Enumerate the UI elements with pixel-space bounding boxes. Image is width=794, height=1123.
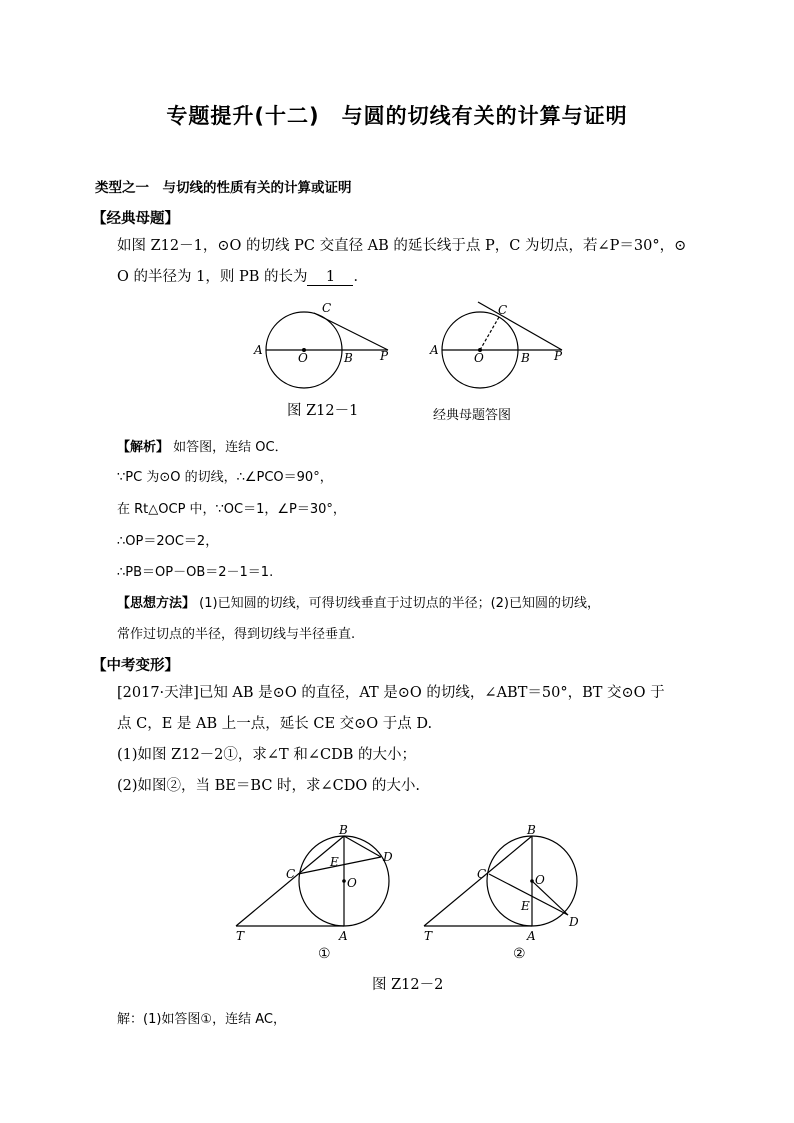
figure-caption-z12-2: 图 Z12－2 [372,977,444,993]
label-c-answer: C [498,303,508,317]
figure-2-1 [236,823,393,962]
label-a-1: A [339,929,348,943]
exam-header: 【中考变形】 [92,658,179,674]
answer-start: 解：(1)如答图①，连结 AC， [117,1012,286,1027]
solution-line1 [117,436,288,455]
label-o-answer: O [474,351,484,365]
figure-right [429,302,563,388]
solution-text: 如答图，连结 OC． [173,440,288,455]
radius-oc-dashed [480,317,499,350]
label-a: A [254,343,263,357]
label-a-answer: A [430,343,439,357]
method-line1 [117,592,600,611]
figure-caption-answer: 经典母题答图 [433,408,512,423]
label-t-1: T [236,929,245,943]
method-text: (1)已知圆的切线，可得切线垂直于过切点的半径；(2)已知圆的切线， [199,596,600,611]
exam-problem-line4: (2)如图②，当 BE＝BC 时，求∠CDO 的大小. [117,778,420,794]
label-b-answer: B [521,351,530,365]
line-cd-1 [298,857,381,874]
label-o-2: O [535,873,545,887]
section-heading: 类型之一 与切线的性质有关的计算或证明 [95,180,352,196]
solution-line5: ∴PB＝OP－OB＝2－1＝1. [117,565,274,580]
label-b-2: B [527,823,536,837]
classic-problem-end: ． [353,269,368,285]
label-o-1: O [347,876,357,890]
tangent-line-answer [478,302,562,350]
center-dot-2 [530,879,534,883]
label-c-2: C [477,867,487,881]
tangent-line [314,313,388,350]
exam-problem-line1: [2017·天津]已知 AB 是⊙O 的直径，AT 是⊙O 的切线，∠ABT＝50°，BT 交⊙O 于 [117,685,665,701]
label-e-1: E [330,855,339,869]
solution-line2: ∵PC 为⊙O 的切线，∴∠PCO＝90°， [117,470,333,485]
subfigure-label-2: ② [513,946,526,962]
label-t-2: T [424,929,433,943]
line-bt-1 [236,836,344,926]
solution-line4: ∴OP＝2OC＝2， [117,534,219,549]
line-bd-1 [344,836,381,857]
label-b: B [344,351,353,365]
label-b-1: B [339,823,348,837]
subfigure-label-1: ① [318,946,331,962]
label-o: O [298,351,308,365]
page-title: 专题提升(十二) 与圆的切线有关的计算与证明 [166,104,628,128]
center-dot-1 [342,879,346,883]
solution-line3: 在 Rt△OCP 中，∵OC＝1，∠P＝30°， [117,502,346,517]
figure-z12-2 [226,820,596,965]
line-bt-2 [424,836,532,926]
label-e-2: E [521,899,530,913]
answer-blank: 1 [307,269,353,286]
classic-problem-line2 [117,269,368,286]
exam-problem-line2: 点 C，E 是 AB 上一点，延长 CE 交⊙O 于点 D. [117,716,433,732]
figure-left [253,301,389,388]
label-d-1: D [383,850,393,864]
label-d-2: D [569,915,579,929]
method-line2: 常作过切点的半径，得到切线与半径垂直. [117,627,356,642]
figure-caption-z12-1: 图 Z12－1 [287,403,359,419]
label-a-2: A [527,929,536,943]
label-c-1: C [286,867,296,881]
label-c: C [322,301,332,315]
classic-problem-text: O 的半径为 1，则 PB 的长为 [117,269,308,285]
figure-z12-1 [240,296,580,396]
solution-label: 【解析】 [117,440,170,455]
label-p: P [380,349,389,363]
figure-2-2 [424,823,579,962]
method-label: 【思想方法】 [117,596,196,611]
classic-header: 【经典母题】 [92,211,179,227]
classic-problem-line1: 如图 Z12－1，⊙O 的切线 PC 交直径 AB 的延长线于点 P，C 为切点，若∠P＝30°，⊙ [117,238,687,254]
exam-problem-line3: (1)如图 Z12－2①，求∠T 和∠CDB 的大小； [117,747,416,763]
label-p-answer: P [554,349,563,363]
